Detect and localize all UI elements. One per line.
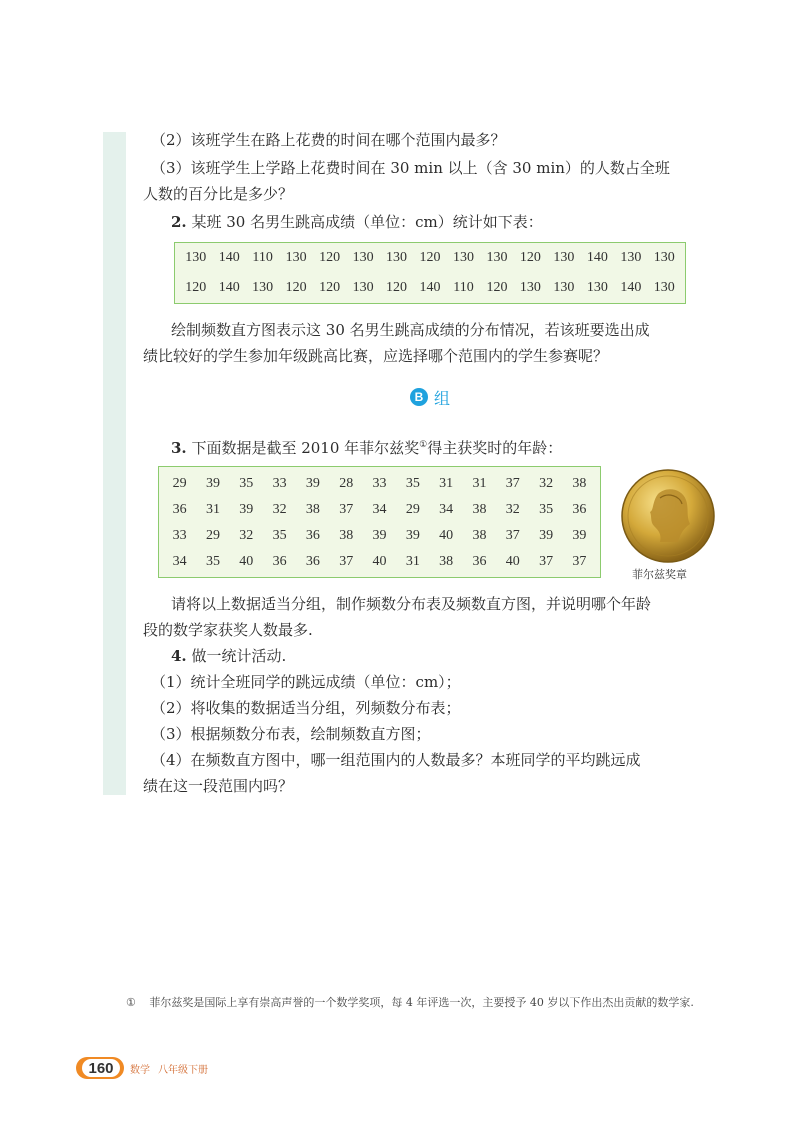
exercise-4-step-1: （1）统计全班同学的跳远成绩（单位：cm）；	[151, 673, 461, 691]
table-cell: 34	[439, 502, 454, 517]
table-cell: 36	[272, 554, 287, 569]
medal-caption: 菲尔兹奖章	[632, 568, 687, 581]
table-cell: 36	[305, 554, 320, 569]
table-cell: 39	[305, 476, 320, 491]
table-row	[159, 526, 600, 546]
exercise-2-number: 2.	[171, 213, 187, 231]
exercise-3-text-a: 下面数据是截至 2010 年菲尔兹奖	[186, 439, 420, 457]
table-cell: 38	[472, 502, 487, 517]
table-cell: 32	[272, 502, 287, 517]
exercise-3-heading	[171, 433, 562, 460]
table-cell: 39	[539, 528, 554, 543]
table-cell: 37	[505, 476, 520, 491]
table-cell: 39	[405, 528, 420, 543]
table-cell: 33	[172, 528, 187, 543]
table-cell: 29	[205, 528, 220, 543]
exercise-4-text: 做一统计活动.	[186, 647, 287, 665]
table-cell: 120	[185, 280, 207, 295]
table-cell: 38	[439, 554, 454, 569]
table-cell: 130	[553, 250, 575, 265]
page-number-badge	[76, 1057, 124, 1079]
table-row	[159, 552, 600, 572]
table-cell: 120	[319, 250, 341, 265]
footer-subject: 数学	[130, 1064, 150, 1076]
exercise-3-task-line2: 段的数学家获奖人数最多.	[143, 621, 313, 639]
table-cell: 120	[319, 280, 341, 295]
table-cell: 130	[352, 280, 374, 295]
table-cell: 130	[252, 280, 274, 295]
exercise-4-step-4-line1: （4）在频数直方图中，哪一组范围内的人数最多？本班同学的平均跳远成	[151, 751, 641, 769]
table-row	[175, 248, 685, 268]
footer-grade: 八年级下册	[158, 1064, 208, 1076]
table-cell: 38	[472, 528, 487, 543]
exercise-4-number: 4.	[171, 647, 187, 665]
exercise-3-number: 3.	[171, 439, 187, 457]
question-3-subitem-line1: （3）该班学生上学路上花费时间在 30 min 以上（含 30 min）的人数占全班	[151, 159, 670, 177]
group-b-heading	[410, 385, 450, 409]
exercise-3-text-b: 得主获奖时的年龄：	[427, 439, 563, 457]
table-cell: 36	[305, 528, 320, 543]
table-cell: 39	[572, 528, 587, 543]
table-cell: 130	[553, 280, 575, 295]
table-cell: 130	[620, 250, 642, 265]
table-cell: 35	[405, 476, 420, 491]
table-cell: 37	[505, 528, 520, 543]
table-cell: 130	[653, 280, 675, 295]
table-cell: 130	[486, 250, 508, 265]
fields-medal-age-table	[158, 466, 601, 578]
footer-book-title	[130, 1061, 216, 1076]
table-cell: 40	[372, 554, 387, 569]
table-cell: 140	[419, 280, 441, 295]
table-cell: 36	[472, 554, 487, 569]
page-number: 160	[82, 1059, 120, 1077]
jump-height-table	[174, 242, 686, 304]
table-cell: 31	[472, 476, 487, 491]
exercise-2-heading	[171, 210, 543, 234]
table-cell: 33	[372, 476, 387, 491]
exercise-3-task-line1: 请将以上数据适当分组，制作频数分布表及频数直方图，并说明哪个年龄	[171, 595, 652, 613]
table-cell: 40	[505, 554, 520, 569]
table-cell: 39	[372, 528, 387, 543]
group-b-badge: B	[410, 388, 428, 406]
table-cell: 140	[620, 280, 642, 295]
medal-icon	[620, 468, 716, 564]
table-cell: 29	[172, 476, 187, 491]
page-footer	[76, 1055, 216, 1081]
table-cell: 29	[405, 502, 420, 517]
fields-medal-image	[620, 468, 716, 568]
table-cell: 28	[339, 476, 354, 491]
footnote-marker: ①	[419, 440, 428, 450]
table-cell: 130	[452, 250, 474, 265]
footnote-text: 菲尔兹奖是国际上享有崇高声誉的一个数学奖项，每 4 年评选一次，主要授予 40 岁以下作出杰出贡献的数学家.	[149, 996, 694, 1009]
table-row	[159, 474, 600, 494]
table-cell: 32	[539, 476, 554, 491]
table-cell: 37	[572, 554, 587, 569]
table-cell: 31	[405, 554, 420, 569]
table-cell: 32	[239, 528, 254, 543]
table-cell: 140	[586, 250, 608, 265]
table-cell: 35	[239, 476, 254, 491]
table-row	[175, 278, 685, 298]
question-3-subitem-line2: 人数的百分比是多少？	[143, 185, 294, 203]
group-label: 组	[434, 388, 451, 408]
table-cell: 110	[252, 250, 273, 265]
table-cell: 35	[272, 528, 287, 543]
table-cell: 120	[285, 280, 307, 295]
table-cell: 38	[572, 476, 587, 491]
table-cell: 37	[339, 554, 354, 569]
table-cell: 31	[205, 502, 220, 517]
table-cell: 38	[305, 502, 320, 517]
table-cell: 36	[572, 502, 587, 517]
table-cell: 130	[386, 250, 408, 265]
table-cell: 34	[172, 554, 187, 569]
exercise-2-task-line2: 绩比较好的学生参加年级跳高比赛，应选择哪个范围内的学生参赛呢？	[143, 347, 609, 365]
footnote-mark: ①	[126, 996, 136, 1009]
table-cell: 34	[372, 502, 387, 517]
table-cell: 35	[539, 502, 554, 517]
table-cell: 130	[586, 280, 608, 295]
margin-band	[103, 132, 126, 795]
table-cell: 35	[205, 554, 220, 569]
table-cell: 130	[352, 250, 374, 265]
table-cell: 39	[205, 476, 220, 491]
table-cell: 32	[505, 502, 520, 517]
table-cell: 120	[486, 280, 508, 295]
table-cell: 110	[453, 280, 474, 295]
table-cell: 31	[439, 476, 454, 491]
question-2-subitem: （2）该班学生在路上花费的时间在哪个范围内最多？	[151, 131, 506, 149]
table-cell: 37	[539, 554, 554, 569]
table-row	[159, 500, 600, 520]
table-cell: 130	[185, 250, 207, 265]
table-cell: 39	[239, 502, 254, 517]
table-cell: 40	[439, 528, 454, 543]
table-cell: 36	[172, 502, 187, 517]
table-cell: 130	[519, 280, 541, 295]
exercise-2-text: 某班 30 名男生跳高成绩（单位：cm）统计如下表：	[186, 213, 543, 231]
table-cell: 120	[419, 250, 441, 265]
table-cell: 130	[285, 250, 307, 265]
table-cell: 40	[239, 554, 254, 569]
exercise-4-heading	[171, 644, 286, 668]
table-cell: 140	[218, 250, 240, 265]
table-cell: 130	[653, 250, 675, 265]
footnote	[126, 992, 736, 1014]
table-cell: 33	[272, 476, 287, 491]
exercise-4-step-2: （2）将收集的数据适当分组，列频数分布表；	[151, 699, 461, 717]
table-cell: 38	[339, 528, 354, 543]
exercise-4-step-4-line2: 绩在这一段范围内吗？	[143, 777, 294, 795]
table-cell: 120	[386, 280, 408, 295]
exercise-4-step-3: （3）根据频数分布表，绘制频数直方图；	[151, 725, 431, 743]
table-cell: 140	[218, 280, 240, 295]
table-cell: 120	[519, 250, 541, 265]
exercise-2-task-line1: 绘制频数直方图表示这 30 名男生跳高成绩的分布情况，若该班要选出成	[171, 321, 650, 339]
table-cell: 37	[339, 502, 354, 517]
